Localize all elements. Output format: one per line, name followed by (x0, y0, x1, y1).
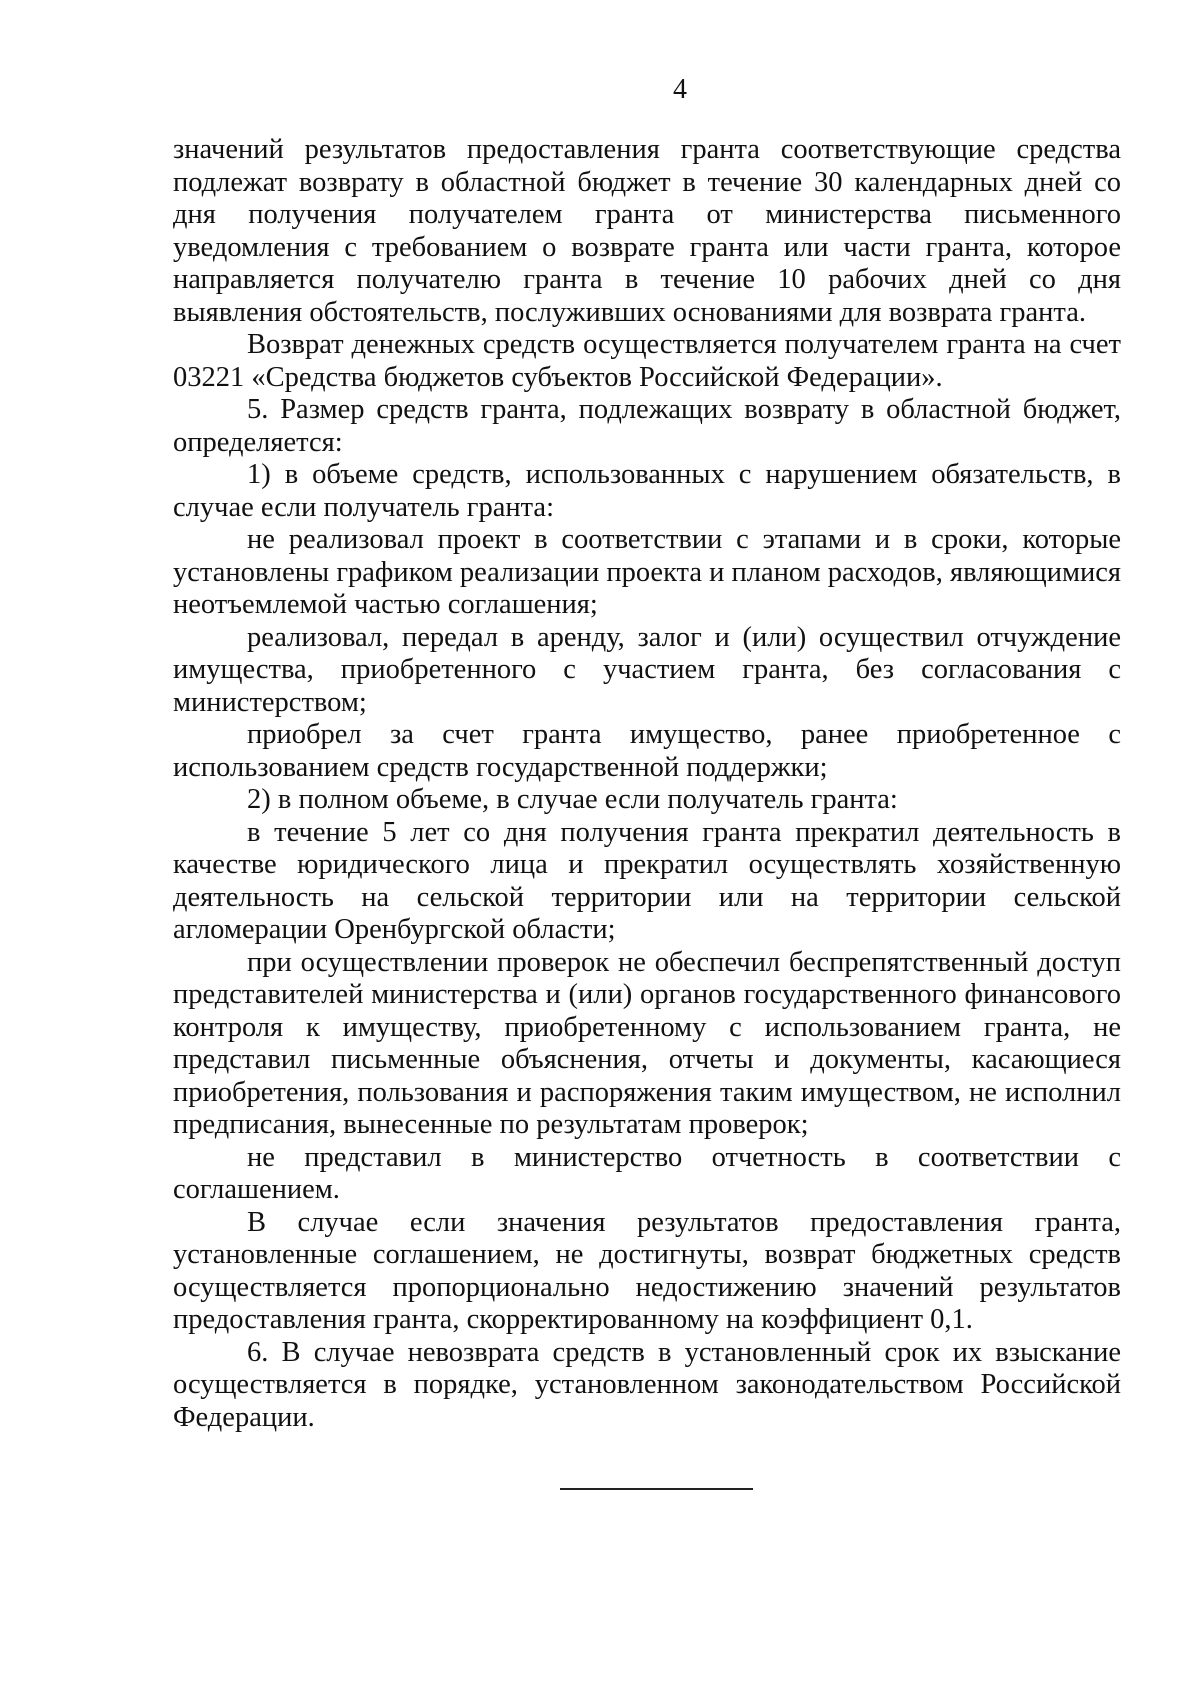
paragraph-ceased-activity: в течение 5 лет со дня получения гранта прекратил деятельность в качестве юридического лица и прекратил осуществлять хозяйственную деятельность на сельской территории или на территории сельской агломерации Оренбургской области; (173, 816, 1121, 945)
paragraph-grant-return-continuation: значений результатов предоставления гранта соответствующие средства подлежат возврату в областной бюджет в течение 30 календарных дней со дня получения получателем гранта от министерства письменного уведомления с требованием о возврате гранта или части гранта, которое направляется получателю гранта в течение 10 рабочих дней со дня выявления обстоятельств, послуживших основаниями для возврата гранта. (173, 134, 1121, 328)
paragraph-property-alienation: реализовал, передал в аренду, залог и (или) осуществил отчуждение имущества, приобретенного с участием гранта, без согласования с министерством; (173, 621, 1121, 718)
paragraph-subitem-1: 1) в объеме средств, использованных с нарушением обязательств, в случае если получатель гранта: (173, 459, 1121, 523)
document-body (173, 134, 1121, 1434)
paragraph-item-5: 5. Размер средств гранта, подлежащих возврату в областной бюджет, определяется: (173, 394, 1121, 458)
paragraph-no-reporting: не представил в министерство отчетность в соответствии с соглашением. (173, 1141, 1121, 1205)
closing-rule (560, 1488, 753, 1490)
page-number: 4 (673, 74, 687, 105)
paragraph-return-account: Возврат денежных средств осуществляется получателем гранта на счет 03221 «Средства бюджетов субъектов Российской Федерации». (173, 329, 1121, 393)
paragraph-item-6: 6. В случае невозврата средств в установленный срок их взыскание осуществляется в порядке, установленном законодательством Российской Федерации. (173, 1336, 1121, 1433)
paragraph-not-implemented: не реализовал проект в соответствии с этапами и в сроки, которые установлены графиком реализации проекта и планом расходов, являющимися неотъемлемой частью соглашения; (173, 524, 1122, 620)
paragraph-previously-acquired: приобрел за счет гранта имущество, ранее приобретенное с использованием средств государственной поддержки; (173, 719, 1121, 783)
paragraph-subitem-2: 2) в полном объеме, в случае если получатель гранта: (247, 784, 898, 815)
paragraph-results-not-achieved: В случае если значения результатов предоставления гранта, установленные соглашением, не достигнуты, возврат бюджетных средств осуществляется пропорционально недостижению значений результатов предоставления гранта, скорректированному на коэффициент 0,1. (173, 1206, 1121, 1335)
paragraph-inspections: при осуществлении проверок не обеспечил беспрепятственный доступ представителей министерства и (или) органов государственного финансового контроля к имуществу, приобретенному с использованием гранта, не представил письменные объяснения, отчеты и документы, касающиеся приобретения, пользования и распоряжения таким имуществом, не исполнил предписания, вынесенные по результатам проверок; (173, 946, 1121, 1140)
